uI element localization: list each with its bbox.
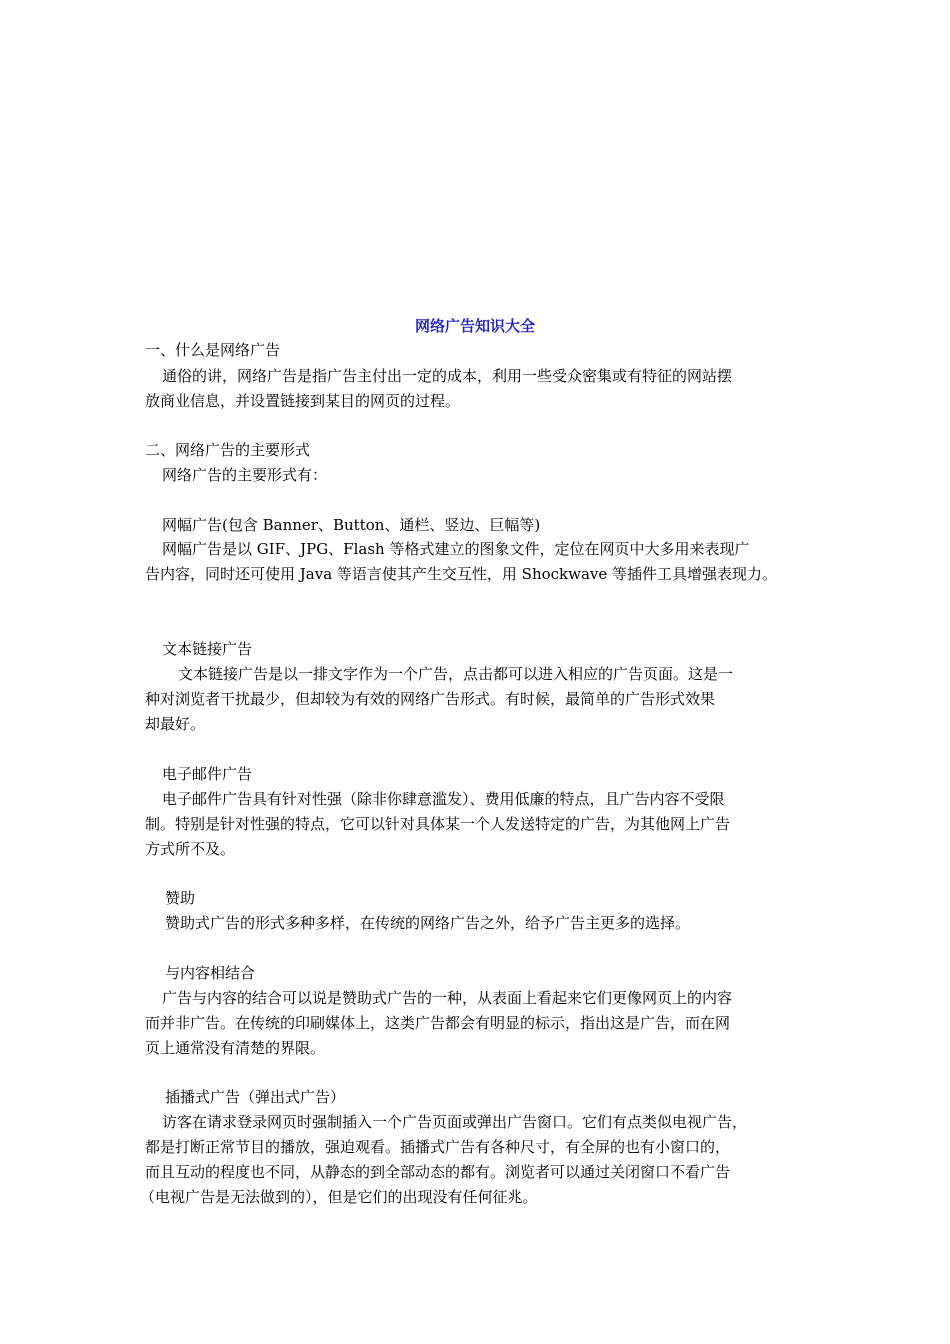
paragraph-line: 放商业信息，并设置链接到某目的网页的过程。 [145,392,461,410]
subheading-interstitial: 插播式广告（弹出式广告） [165,1088,346,1106]
paragraph-line: 网幅广告是以 GIF、JPG、Flash 等格式建立的图象文件，定位在网页中大多用来表现广 [162,540,750,558]
paragraph-line: 电子邮件广告具有针对性强（除非你肆意滥发）、费用低廉的特点，且广告内容不受限 [162,790,725,808]
subheading-text-link: 文本链接广告 [162,640,253,658]
paragraph-line: 种对浏览者干扰最少，但却较为有效的网络广告形式。有时候，最简单的广告形式效果 [145,690,716,708]
section-heading-what-is: 一、什么是网络广告 [145,341,281,359]
paragraph-line: 访客在请求登录网页时强制插入一个广告页面或弹出广告窗口。它们有点类似电视广告， [162,1113,748,1131]
paragraph-line: 都是打断正常节目的播放，强迫观看。插播式广告有各种尺寸，有全屏的也有小窗口的， [145,1138,731,1156]
subheading-email: 电子邮件广告 [162,765,253,783]
paragraph-line: 广告与内容的结合可以说是赞助式广告的一种，从表面上看起来它们更像网页上的内容 [162,989,733,1007]
paragraph-line: 告内容，同时还可使用 Java 等语言使其产生交互性，用 Shockwave 等插件工具增强表现力。 [145,565,778,583]
subheading-banner: 网幅广告(包含 Banner、Button、通栏、竖边、巨幅等) [162,516,541,534]
paragraph-line: 制。特别是针对性强的特点，它可以针对具体某一个人发送特定的广告，为其他网上广告 [145,815,731,833]
paragraph-line: 通俗的讲，网络广告是指广告主付出一定的成本，利用一些受众密集或有特征的网站摆 [162,367,733,385]
paragraph-line: 却最好。 [145,715,206,733]
paragraph-line: 而且互动的程度也不同，从静态的到全部动态的都有。浏览者可以通过关闭窗口不看广告 [145,1163,731,1181]
document-title: 网络广告知识大全 [414,317,535,335]
paragraph-line: 赞助式广告的形式多种多样，在传统的网络广告之外，给予广告主更多的选择。 [165,914,691,932]
subheading-content-integration: 与内容相结合 [165,964,256,982]
subheading-sponsorship: 赞助 [165,889,196,907]
section-heading-forms: 二、网络广告的主要形式 [145,441,311,459]
paragraph-line: 页上通常没有清楚的界限。 [145,1039,326,1057]
paragraph-line: 方式所不及。 [145,840,236,858]
paragraph-line: 而并非广告。在传统的印刷媒体上，这类广告都会有明显的标示，指出这是广告，而在网 [145,1014,731,1032]
paragraph-line: 文本链接广告是以一排文字作为一个广告，点击都可以进入相应的广告页面。这是一 [178,665,734,683]
paragraph-line: 网络广告的主要形式有： [162,466,328,484]
paragraph-line: （电视广告是无法做到的），但是它们的出现没有任何征兆。 [140,1188,538,1206]
